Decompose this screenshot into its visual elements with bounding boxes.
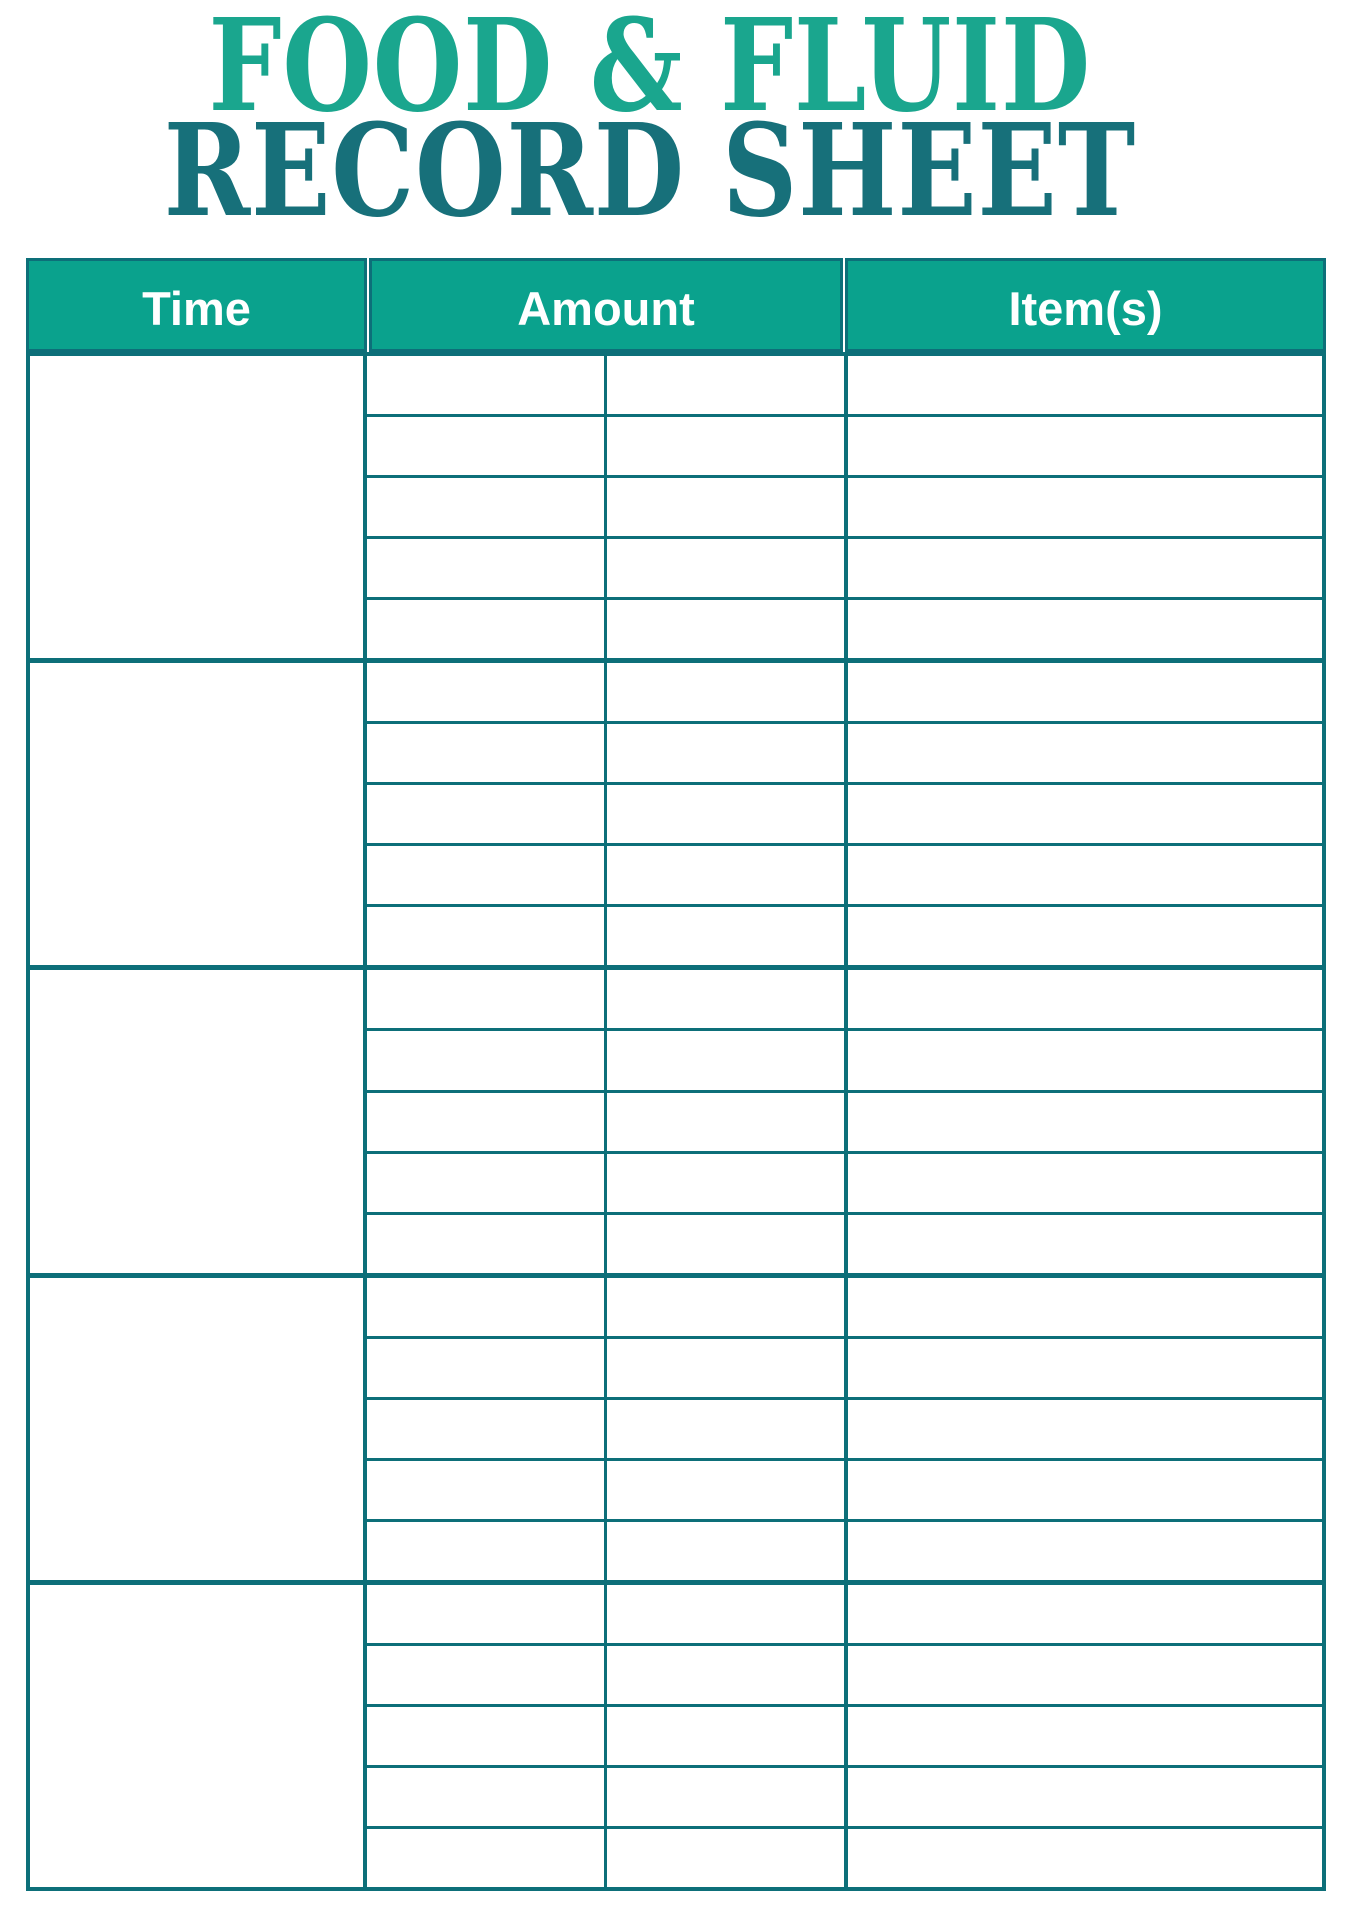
amount-cell-right[interactable]: [607, 1765, 844, 1826]
item-cell[interactable]: [848, 1826, 1322, 1887]
item-cell-column: [844, 970, 1322, 1272]
amount-cell-right[interactable]: [607, 663, 844, 721]
amount-cell-right[interactable]: [607, 536, 844, 597]
amount-cell-left[interactable]: [367, 1643, 604, 1704]
item-cell[interactable]: [848, 414, 1322, 475]
amount-cell-left-column: [363, 1585, 604, 1887]
item-cell[interactable]: [848, 1643, 1322, 1704]
amount-cell-right[interactable]: [607, 970, 844, 1028]
page-title-line1-text: FOOD & FLUID: [208, 0, 1092, 140]
item-cell[interactable]: [848, 663, 1322, 721]
page-title-line2: [0, 96, 1300, 245]
amount-cell-left[interactable]: [367, 721, 604, 782]
table-body: [26, 352, 1326, 1891]
item-cell[interactable]: [848, 1212, 1322, 1273]
amount-cell-right-column: [604, 1278, 844, 1580]
amount-cell-right[interactable]: [607, 1585, 844, 1643]
amount-cell-right[interactable]: [607, 1458, 844, 1519]
amount-cell-left-column: [363, 1278, 604, 1580]
amount-cell-right-column: [604, 356, 844, 658]
amount-cell-left[interactable]: [367, 597, 604, 658]
item-cell[interactable]: [848, 1765, 1322, 1826]
amount-cell-right-column: [604, 1585, 844, 1887]
amount-cell-left[interactable]: [367, 1704, 604, 1765]
amount-cell-right[interactable]: [607, 1278, 844, 1336]
amount-cell-right[interactable]: [607, 1704, 844, 1765]
header-cell-amount: [369, 258, 843, 352]
amount-cell-right[interactable]: [607, 1643, 844, 1704]
item-cell-column: [844, 1585, 1322, 1887]
item-cell[interactable]: [848, 970, 1322, 1028]
amount-cell-left[interactable]: [367, 663, 604, 721]
item-cell[interactable]: [848, 1585, 1322, 1643]
amount-cell-left[interactable]: [367, 1826, 604, 1887]
time-cell[interactable]: [30, 1585, 363, 1887]
amount-cell-left[interactable]: [367, 1397, 604, 1458]
item-cell[interactable]: [848, 475, 1322, 536]
amount-cell-right[interactable]: [607, 597, 844, 658]
item-cell[interactable]: [848, 536, 1322, 597]
amount-cell-left[interactable]: [367, 1278, 604, 1336]
page-title-line1: [0, 0, 1300, 140]
time-cell[interactable]: [30, 970, 363, 1272]
amount-cell-right[interactable]: [607, 1028, 844, 1089]
time-cell[interactable]: [30, 663, 363, 965]
amount-cell-left[interactable]: [367, 536, 604, 597]
header-cell-items: [845, 258, 1326, 352]
amount-cell-right[interactable]: [607, 414, 844, 475]
amount-cell-right[interactable]: [607, 356, 844, 414]
time-cell[interactable]: [30, 1278, 363, 1580]
amount-cell-left[interactable]: [367, 356, 604, 414]
amount-cell-right-column: [604, 970, 844, 1272]
amount-cell-left[interactable]: [367, 1336, 604, 1397]
item-cell[interactable]: [848, 1151, 1322, 1212]
amount-cell-left[interactable]: [367, 1028, 604, 1089]
table-header-row: [26, 258, 1326, 352]
amount-cell-left[interactable]: [367, 904, 604, 965]
amount-cell-right-column: [604, 663, 844, 965]
item-cell[interactable]: [848, 1397, 1322, 1458]
item-cell[interactable]: [848, 1458, 1322, 1519]
amount-cell-right[interactable]: [607, 904, 844, 965]
amount-cell-left[interactable]: [367, 1151, 604, 1212]
time-block-3: [30, 965, 1322, 1272]
record-table: [26, 258, 1326, 1891]
time-cell[interactable]: [30, 356, 363, 658]
item-cell-column: [844, 1278, 1322, 1580]
amount-cell-right[interactable]: [607, 843, 844, 904]
amount-cell-left[interactable]: [367, 1212, 604, 1273]
amount-cell-right[interactable]: [607, 1826, 844, 1887]
amount-cell-left-column: [363, 356, 604, 658]
amount-cell-left-column: [363, 663, 604, 965]
amount-cell-left[interactable]: [367, 843, 604, 904]
amount-cell-left[interactable]: [367, 475, 604, 536]
time-block-4: [30, 1273, 1322, 1580]
item-cell[interactable]: [848, 1090, 1322, 1151]
item-cell[interactable]: [848, 843, 1322, 904]
amount-cell-right[interactable]: [607, 1090, 844, 1151]
item-cell[interactable]: [848, 1336, 1322, 1397]
amount-cell-left-column: [363, 970, 604, 1272]
amount-cell-left[interactable]: [367, 1585, 604, 1643]
item-cell[interactable]: [848, 356, 1322, 414]
item-cell[interactable]: [848, 721, 1322, 782]
item-cell[interactable]: [848, 782, 1322, 843]
amount-cell-left[interactable]: [367, 1090, 604, 1151]
item-cell-column: [844, 663, 1322, 965]
item-cell[interactable]: [848, 1278, 1322, 1336]
amount-cell-right[interactable]: [607, 1336, 844, 1397]
amount-cell-left[interactable]: [367, 1765, 604, 1826]
amount-cell-left[interactable]: [367, 1519, 604, 1580]
item-cell[interactable]: [848, 904, 1322, 965]
time-block-5: [30, 1580, 1322, 1887]
header-label-time: Time: [142, 281, 251, 335]
amount-cell-right[interactable]: [607, 721, 844, 782]
amount-cell-right[interactable]: [607, 475, 844, 536]
time-block-2: [30, 658, 1322, 965]
amount-cell-left[interactable]: [367, 1458, 604, 1519]
item-cell[interactable]: [848, 1704, 1322, 1765]
item-cell[interactable]: [848, 597, 1322, 658]
amount-cell-right[interactable]: [607, 1151, 844, 1212]
amount-cell-right[interactable]: [607, 782, 844, 843]
amount-cell-right[interactable]: [607, 1212, 844, 1273]
amount-cell-left[interactable]: [367, 782, 604, 843]
amount-cell-left[interactable]: [367, 970, 604, 1028]
header-cell-time: [26, 258, 367, 352]
item-cell-column: [844, 356, 1322, 658]
page-title-line2-text: RECORD SHEET: [163, 96, 1137, 245]
header-label-items: Item(s): [1008, 281, 1163, 335]
item-cell[interactable]: [848, 1519, 1322, 1580]
amount-cell-right[interactable]: [607, 1519, 844, 1580]
header-label-amount: Amount: [517, 281, 695, 335]
amount-cell-right[interactable]: [607, 1397, 844, 1458]
amount-cell-left[interactable]: [367, 414, 604, 475]
item-cell[interactable]: [848, 1028, 1322, 1089]
time-block-1: [30, 356, 1322, 658]
